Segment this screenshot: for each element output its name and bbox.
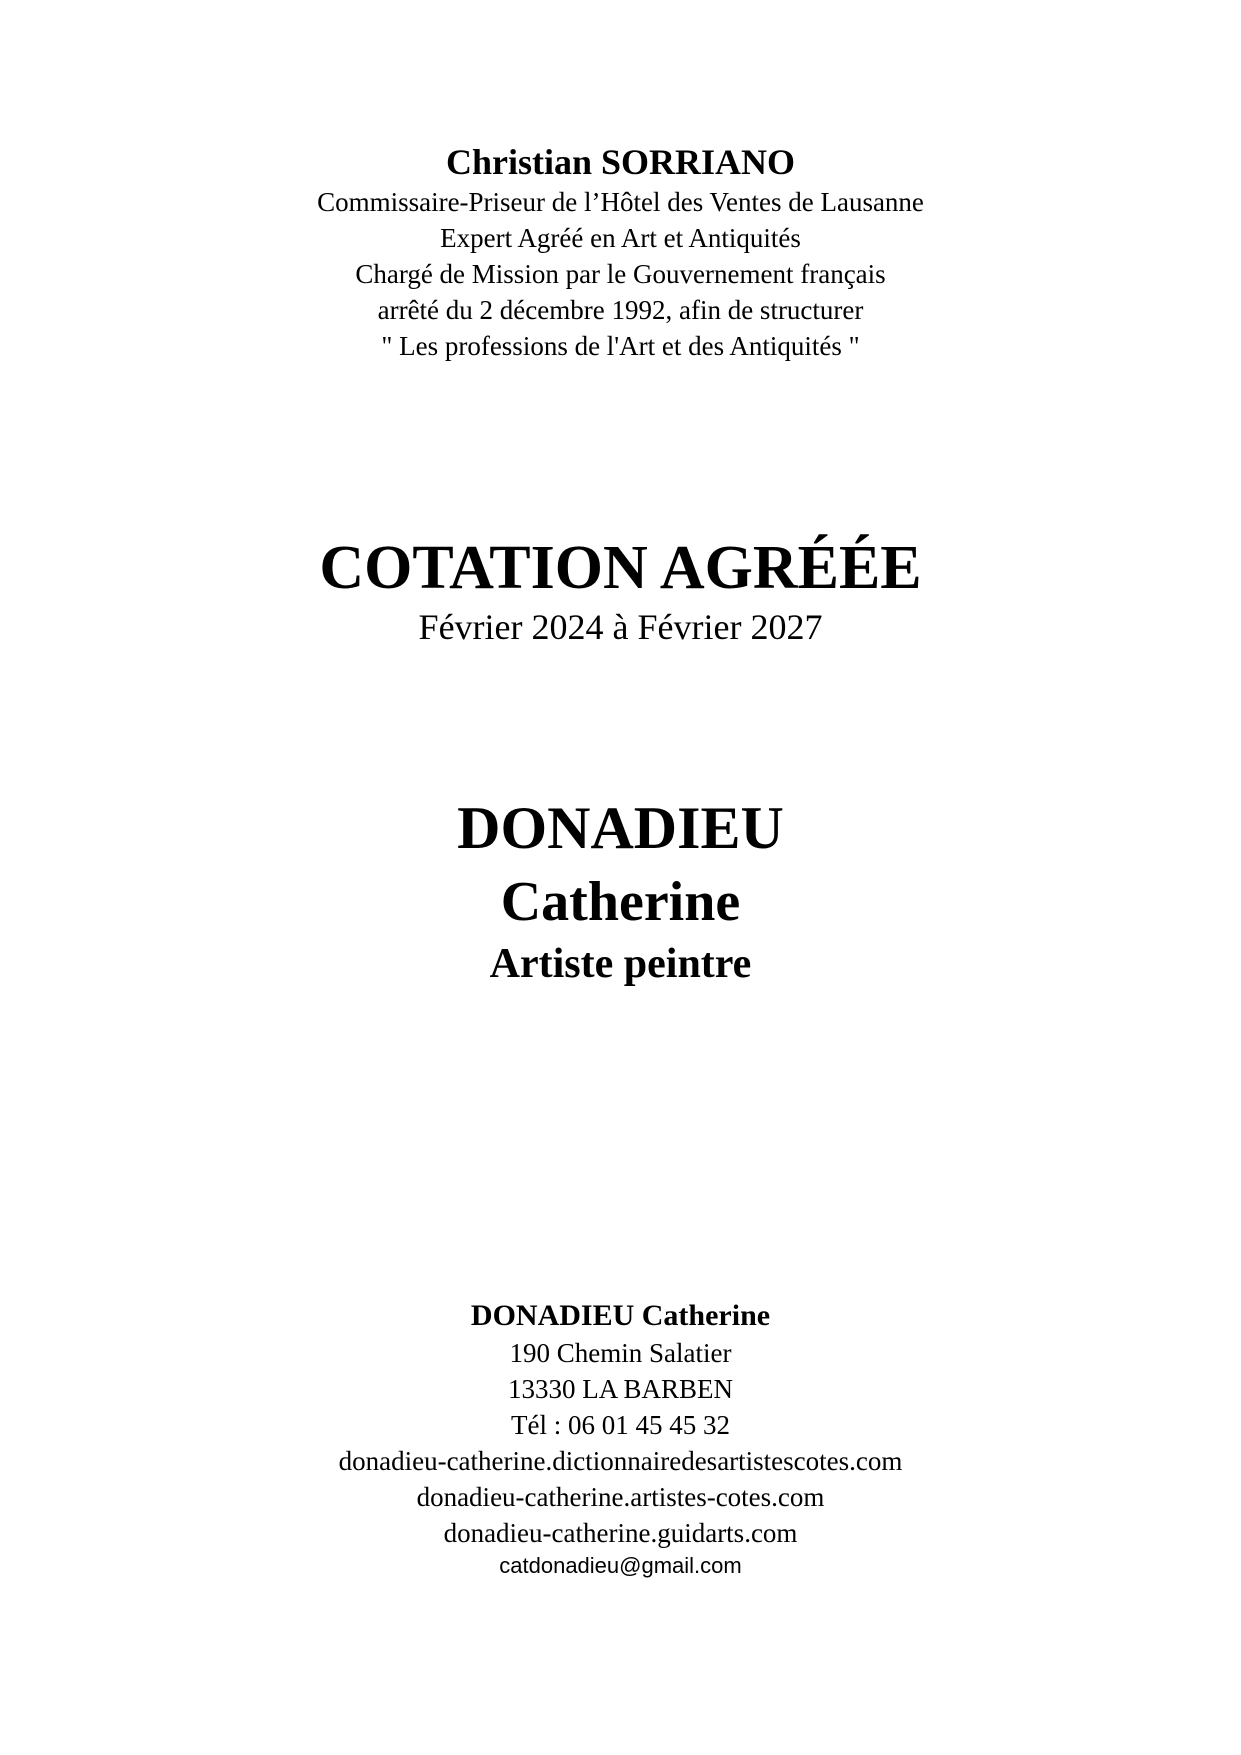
contact-address-line1: 190 Chemin Salatier [509, 1338, 732, 1368]
artist-block [0, 790, 1241, 990]
expert-title-line: " Les professions de l'Art et des Antiquités " [381, 331, 860, 361]
expert-header [0, 140, 1241, 364]
artist-first-name: Catherine [500, 871, 741, 933]
contact-email: catdonadieu@gmail.com [499, 1553, 742, 1578]
contact-website: donadieu-catherine.dictionnairedesartistescotes.com [338, 1446, 903, 1476]
expert-title-line: Expert Agréé en Art et Antiquités [440, 223, 801, 253]
artist-last-name: DONADIEU [457, 795, 784, 861]
contact-block [0, 1297, 1241, 1581]
certification-period: Février 2024 à Février 2027 [418, 607, 823, 647]
contact-phone: Tél : 06 01 45 45 32 [511, 1410, 730, 1440]
expert-name: Christian SORRIANO [445, 142, 796, 182]
certification-block [0, 530, 1241, 648]
expert-title-line: Commissaire-Priseur de l’Hôtel des Ventes de Lausanne [317, 187, 924, 217]
contact-name: DONADIEU Catherine [470, 1299, 771, 1332]
expert-title-line: Chargé de Mission par le Gouvernement français [355, 259, 886, 289]
contact-address-line2: 13330 LA BARBEN [507, 1374, 734, 1404]
artist-role: Artiste peintre [489, 941, 752, 987]
contact-website: donadieu-catherine.guidarts.com [443, 1518, 798, 1548]
contact-website: donadieu-catherine.artistes-cotes.com [416, 1482, 825, 1512]
certification-title: COTATION AGRÉÉE [319, 534, 922, 602]
expert-title-line: arrêté du 2 décembre 1992, afin de structurer [377, 295, 864, 325]
